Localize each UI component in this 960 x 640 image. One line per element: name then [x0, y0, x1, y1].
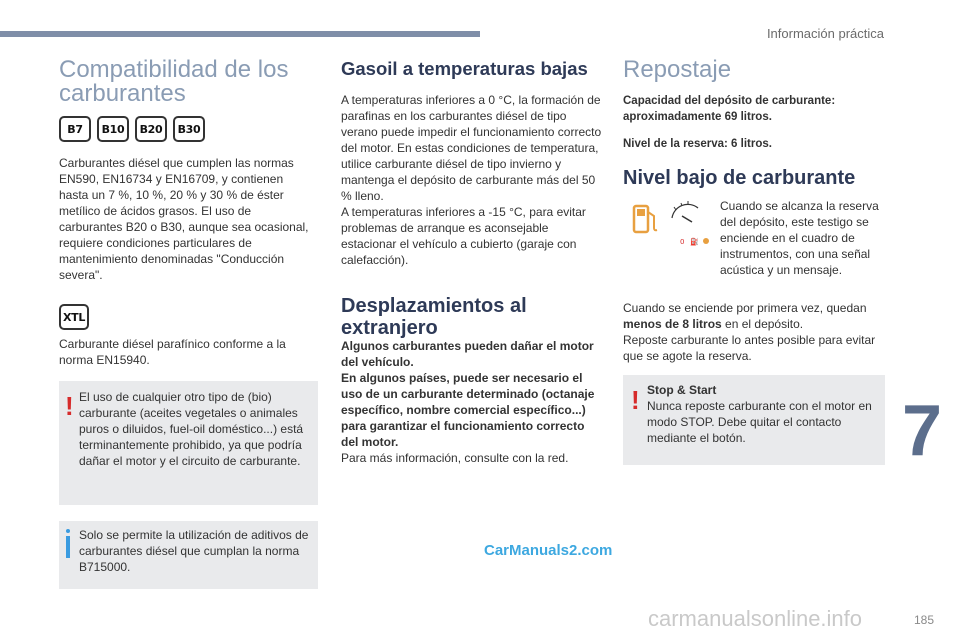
svg-text:0: 0	[680, 238, 685, 246]
top-accent-bar	[0, 31, 480, 37]
cold-diesel-para2: A temperaturas inferiores a -15 °C, para evitar problemas de arranque es aconsejable estacionar el vehículo a cubierto (garaje con calefacción).	[341, 205, 586, 267]
badge-b7: B7	[59, 116, 91, 142]
section-label: Información práctica	[766, 26, 884, 41]
stopstart-title: Stop & Start	[647, 383, 717, 397]
first-light-pre: Cuando se enciende por primera vez, quedan	[623, 301, 867, 315]
stopstart-text: Nunca reposte carburante con el motor en modo STOP. Debe quitar el contacto mediante el botón.	[647, 399, 872, 445]
badge-b20: B20	[135, 116, 167, 142]
abroad-title: Desplazamientos al extranjero	[341, 295, 527, 339]
low-fuel-title: Nivel bajo de carburante	[623, 167, 856, 189]
watermark-link[interactable]: CarManuals2.com	[484, 542, 613, 559]
fuel-badges	[59, 116, 205, 142]
first-light-text	[623, 300, 889, 332]
compat-title: Compatibilidad de los carburantes	[59, 56, 289, 107]
low-fuel-lamp-text: Cuando se alcanza la reserva del depósito, este testigo se enciende en el cuadro de instrumentos, con una señal acústica y un mensaje.	[720, 199, 879, 277]
abroad-bold1: Algunos carburantes pueden dañar el motor del vehículo.	[341, 339, 594, 369]
diesel-text: Carburantes diésel que cumplen las normas EN590, EN16734 y EN16709, y contienen hasta un 7 %, 10 %, 20 % y 30 % de éster metílico de ácidos grasos. El uso de carburantes B20 o B30, aunque sea ocasional, requiere condiciones particulares de mantenimiento denominadas "Conducción severa".	[59, 156, 309, 282]
refuel-title: Repostaje	[623, 56, 732, 83]
watermark-bottom: carmanualsonline.info	[648, 606, 863, 631]
warning-box	[59, 381, 318, 505]
first-light-bold: menos de 8 litros	[623, 317, 722, 331]
warning-icon: !	[631, 385, 640, 415]
badge-xtl: XTL	[59, 304, 89, 330]
info-box	[59, 521, 318, 589]
badge-b30: B30	[173, 116, 205, 142]
warning-text: El uso de cualquier otro tipo de (bio) carburante (aceites vegetales o animales puros o diluidos, fuel-oil doméstico...) está terminantemente prohibido, ya que podría dañar el motor y el circuito de carburante.	[79, 390, 304, 468]
info-icon	[66, 529, 70, 559]
chapter-number: 7	[902, 391, 943, 471]
abroad-para3: Para más información, consulte con la red.	[341, 451, 569, 465]
warning-icon: !	[65, 391, 74, 421]
page-number: 185	[913, 613, 934, 627]
reserve-level: Nivel de la reserva: 6 litros.	[623, 138, 772, 150]
cold-diesel-title: Gasoil a temperaturas bajas	[341, 58, 588, 79]
abroad-bold2: En algunos países, puede ser necesario el uso de un carburante determinado (octanaje específico, nombre comercial específico...) para garantizar el funcionamiento correcto del motor.	[341, 371, 595, 449]
xtl-text: Carburante diésel parafínico conforme a la norma EN15940.	[59, 337, 286, 367]
cold-diesel-para1: A temperaturas inferiores a 0 °C, la formación de parafinas en los carburantes diésel de tipo verano puede impedir el funcionamiento correcto del motor. En estas condiciones de temperatura, utilice carburante diésel de tipo invierno y mantenga el depósito de carburante más del 50 % lleno.	[341, 93, 602, 203]
refuel-advice: Reposte carburante lo antes posible para evitar que se agote la reserva.	[623, 333, 876, 363]
svg-text:⛽: ⛽	[690, 238, 699, 246]
low-fuel-warning-icon	[630, 200, 714, 250]
first-light-post: en el depósito.	[725, 317, 804, 331]
stopstart-warning-box	[623, 375, 885, 465]
badge-b10: B10	[97, 116, 129, 142]
info-text: Solo se permite la utilización de aditivos de carburantes diésel que cumplan la norma B715000.	[79, 528, 309, 574]
tank-capacity: Capacidad del depósito de carburante: aproximadamente 69 litros.	[623, 95, 836, 123]
